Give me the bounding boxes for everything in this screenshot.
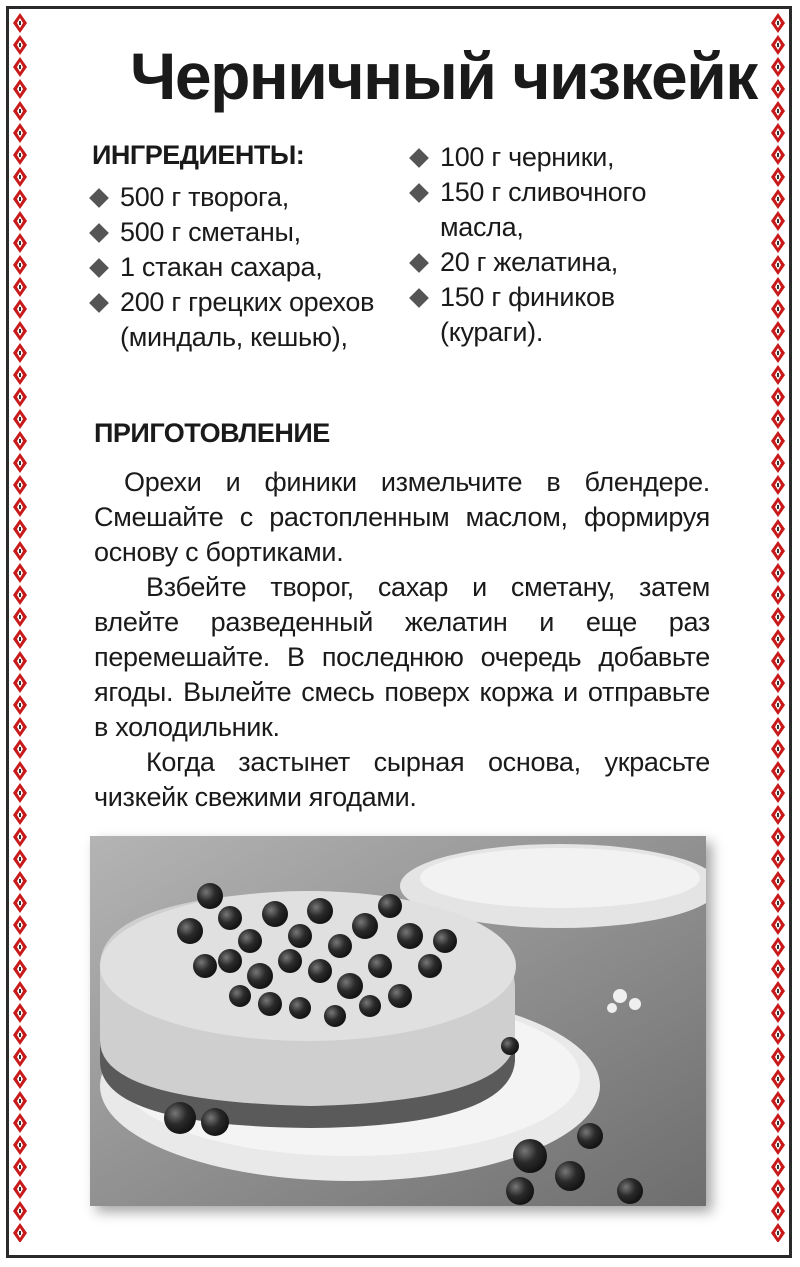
preparation-heading: ПРИГОТОВЛЕНИЕ xyxy=(94,418,330,448)
recipe-title: Черничный чизкейк xyxy=(130,39,757,113)
preparation-paragraph: Взбейте творог, сахар и сметану, затем влейте разведенный желатин и еще раз перемешайте. В последнюю очередь добавьте ягоды. Вылейте смесь поверх коржа и отправьте в холодильник. xyxy=(94,572,710,742)
diamond-bullet-icon xyxy=(409,253,429,273)
preparation-paragraph: Орехи и финики измельчите в блендере. Смешайте с растопленным маслом, формируя основу с бортиками. xyxy=(94,467,710,567)
ingredient-item: 500 г творога, xyxy=(90,180,390,215)
ingredients-heading: ИНГРЕДИЕНТЫ: xyxy=(92,140,305,170)
ingredient-item: 200 г грецких орехов (миндаль, кешью), xyxy=(90,285,390,355)
diamond-bullet-icon xyxy=(409,288,429,308)
ingredients-list-right xyxy=(410,140,710,350)
diamond-bullet-icon xyxy=(89,258,109,278)
diamond-bullet-icon xyxy=(89,188,109,208)
left-ornament-border xyxy=(12,12,28,1242)
ingredient-item: 20 г желатина, xyxy=(410,245,710,280)
ingredient-item: 150 г сливочного масла, xyxy=(410,175,710,245)
preparation-paragraph: Когда застынет сырная основа, украсьте чизкейк свежими ягодами. xyxy=(94,747,710,812)
ingredient-item: 150 г фиников (кураги). xyxy=(410,280,710,350)
ingredient-item: 100 г черники, xyxy=(410,140,710,175)
preparation-text xyxy=(94,465,710,815)
ingredients-list-left xyxy=(90,180,390,355)
ingredient-item: 500 г сметаны, xyxy=(90,215,390,250)
diamond-bullet-icon xyxy=(89,223,109,243)
cheesecake-with-blueberries-photo xyxy=(90,836,706,1206)
ingredient-item: 1 стакан сахара, xyxy=(90,250,390,285)
diamond-bullet-icon xyxy=(89,293,109,313)
diamond-bullet-icon xyxy=(409,148,429,168)
diamond-bullet-icon xyxy=(409,183,429,203)
right-ornament-border xyxy=(770,12,786,1242)
